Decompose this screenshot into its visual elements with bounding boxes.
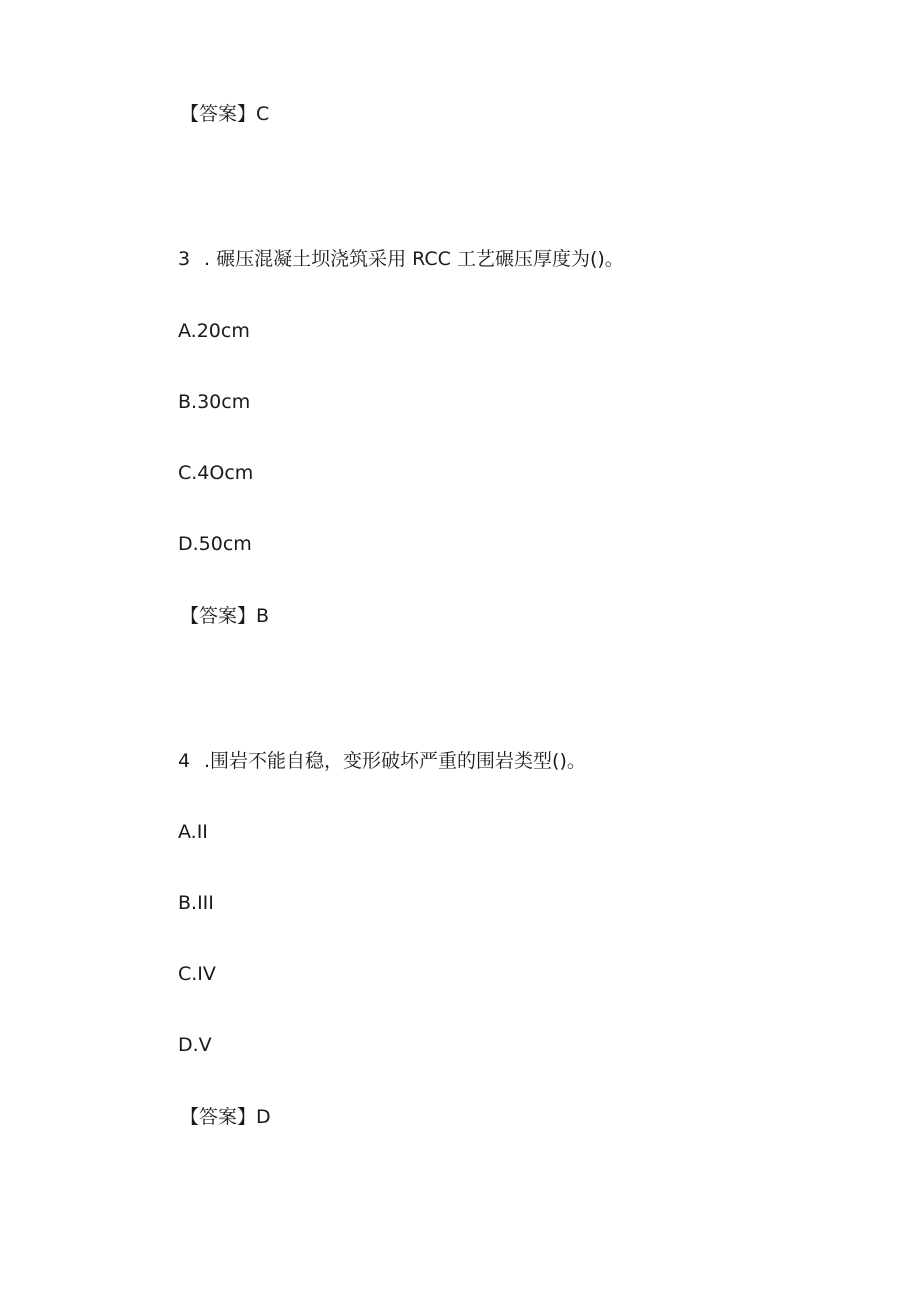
question-3-number: 3 (178, 248, 191, 270)
question-3-option-b: B.30cm (178, 391, 251, 413)
question-4-option-c: C.IV (178, 963, 216, 985)
answer-q3: 【答案】B (180, 605, 270, 627)
question-3-option-a: A.20cm (178, 320, 250, 342)
answer-q4: 【答案】D (180, 1106, 271, 1128)
question-4 (178, 749, 586, 773)
question-4-option-a: A.II (178, 821, 208, 843)
question-4-option-b: B.III (178, 892, 214, 914)
question-3-option-c: C.4Ocm (178, 462, 254, 484)
question-3-text: . 碾压混凝土坝浇筑采用 RCC 工艺碾压厚度为()。 (204, 248, 624, 270)
question-4-option-d: D.V (178, 1034, 212, 1056)
answer-q2: 【答案】C (180, 103, 270, 125)
question-3-option-d: D.50cm (178, 533, 252, 555)
question-4-text: .围岩不能自稳，变形破坏严重的围岩类型()。 (204, 750, 586, 772)
question-4-number: 4 (178, 750, 191, 772)
question-3 (178, 247, 624, 271)
